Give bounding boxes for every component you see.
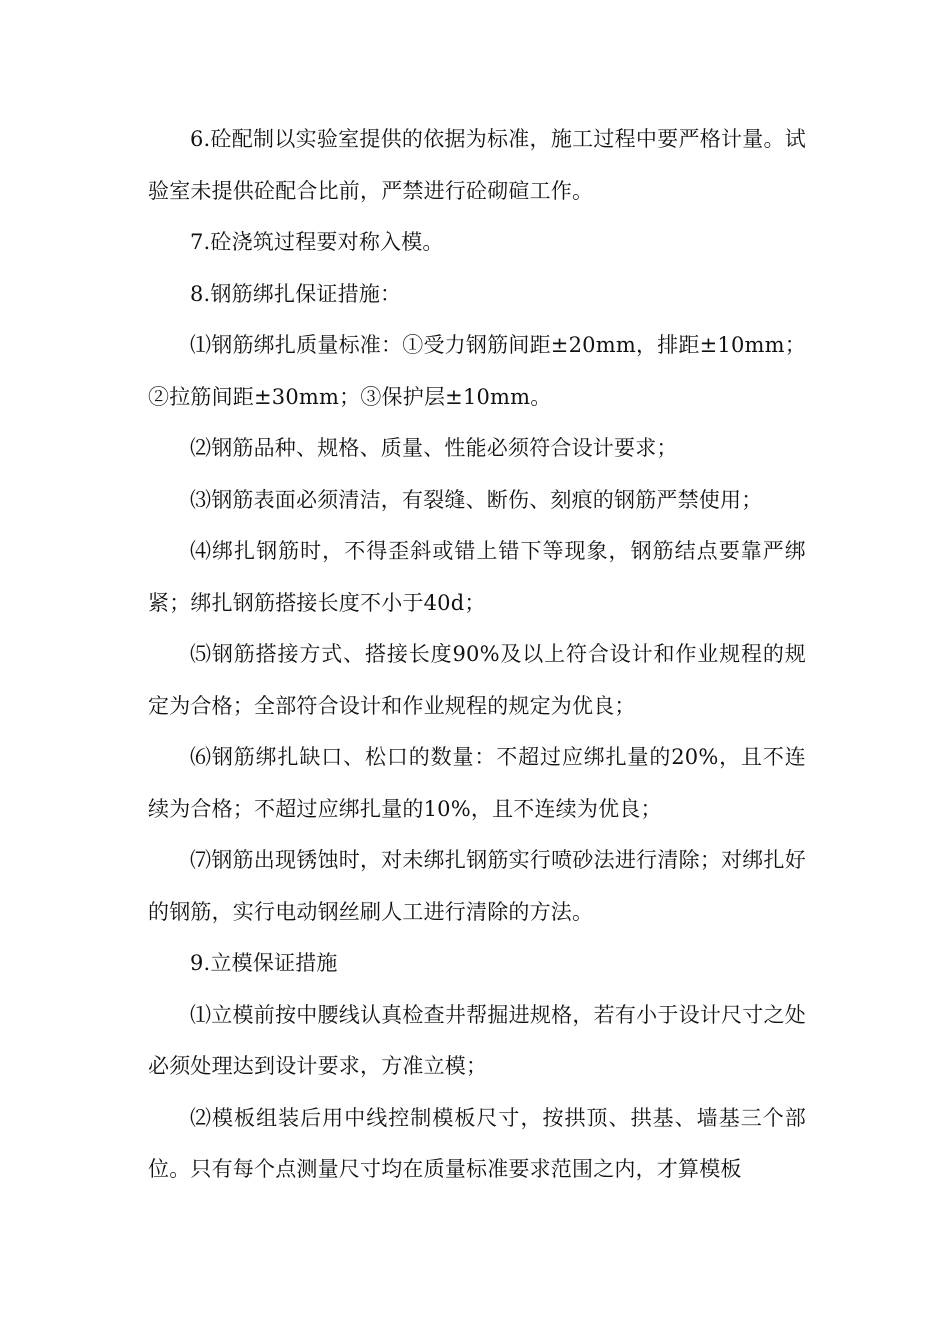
paragraph-6-concrete-mix: 6.砼配制以实验室提供的依据为标准，施工过程中要严格计量。试验室未提供砼配合比前，严禁进行砼砌碹工作。 (148, 127, 806, 203)
paragraph-8-2-rebar-spec: ⑵钢筋品种、规格、质量、性能必须符合设计要求； (190, 436, 678, 460)
paragraph-8-3-rebar-surface: ⑶钢筋表面必须清洁，有裂缝、断伤、刻痕的钢筋严禁使用； (190, 487, 763, 512)
paragraph-8-rebar-heading: 8.钢筋绑扎保证措施： (190, 281, 402, 306)
paragraph-7-concrete-pouring: 7.砼浇筑过程要对称入模。 (190, 230, 444, 254)
paragraph-9-formwork-heading: 9.立模保证措施 (190, 951, 338, 975)
paragraph-9-2-formwork-assembly: ⑵模板组装后用中线控制模板尺寸，按拱顶、拱基、墙基三个部位。只有每个点测量尺寸均在质量标准要求范围之内，才算模板 (148, 1105, 806, 1181)
paragraph-8-4-rebar-tying: ⑷绑扎钢筋时，不得歪斜或错上错下等现象，钢筋结点要靠严绑紧；绑扎钢筋搭接长度不小于40d； (148, 539, 806, 615)
paragraph-9-1-formwork-check: ⑴立模前按中腰线认真检查井帮掘进规格，若有小于设计尺寸之处必须处理达到设计要求，方准立模； (148, 1002, 806, 1078)
document-body (148, 114, 806, 1196)
paragraph-8-7-rebar-rust: ⑺钢筋出现锈蚀时，对未绑扎钢筋实行喷砂法进行清除；对绑扎好的钢筋，实行电动钢丝刷人工进行清除的方法。 (148, 848, 806, 924)
paragraph-8-5-rebar-lap: ⑸钢筋搭接方式、搭接长度90%及以上符合设计和作业规程的规定为合格；全部符合设计和作业规程的规定为优良； (148, 642, 806, 718)
paragraph-8-1-rebar-standard: ⑴钢筋绑扎质量标准：①受力钢筋间距±20mm，排距±10mm；②拉筋间距±30mm；③保护层±10mm。 (148, 333, 806, 409)
paragraph-8-6-rebar-gaps: ⑹钢筋绑扎缺口、松口的数量：不超过应绑扎量的20%，且不连续为合格；不超过应绑扎量的10%，且不连续为优良； (148, 745, 806, 821)
